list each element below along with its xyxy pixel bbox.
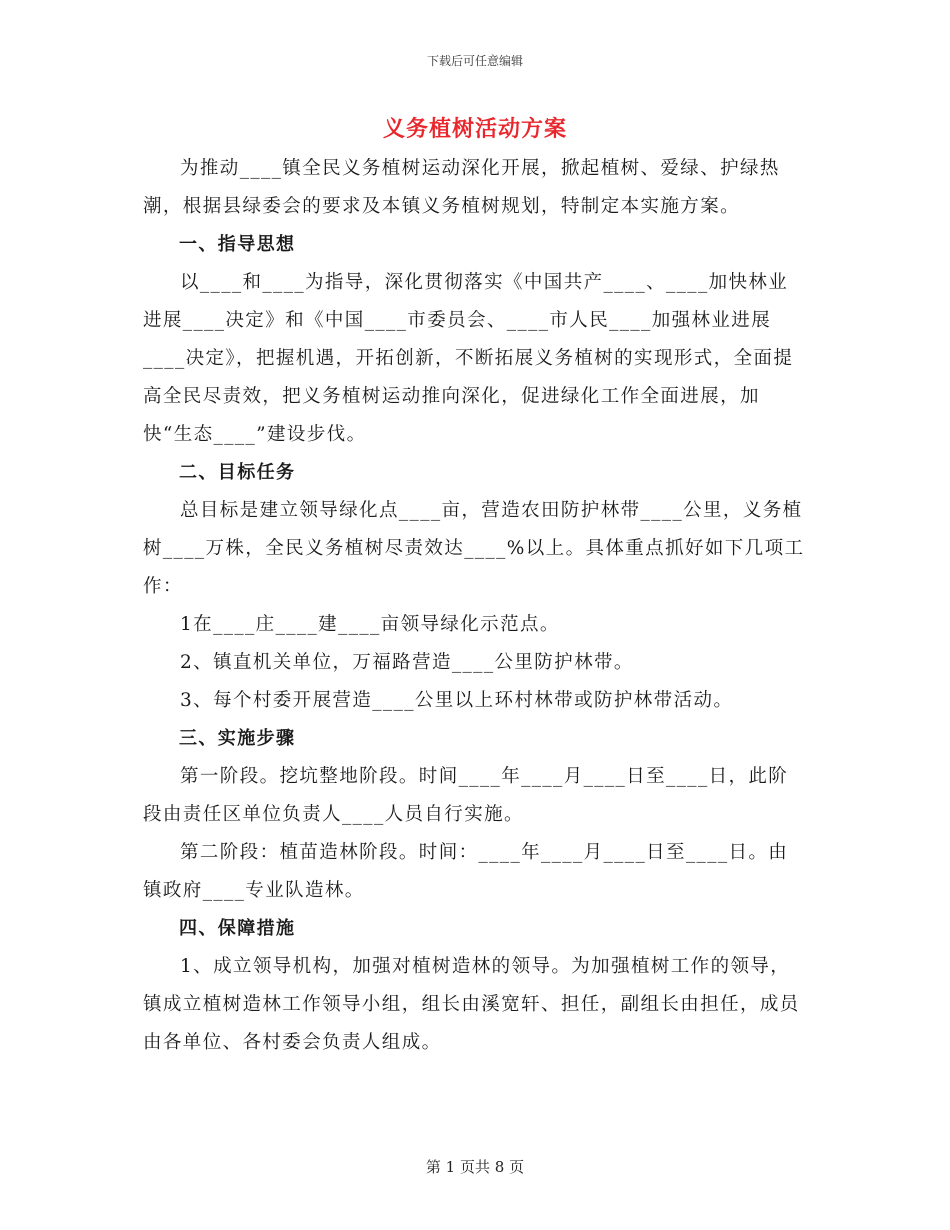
paragraph: 为推动____镇全民义务植树运动深化开展，掀起植树、爱绿、护绿热潮，根据县绿委会的要求及本镇义务植树规划，特制定本实施方案。 [143, 158, 780, 217]
section-heading: 三、实施步骤 [179, 728, 296, 749]
paragraph: 第二阶段：植苗造林阶段。时间：____年____月____日至____日。由镇政府____专业队造林。 [143, 842, 789, 901]
paragraph: 总目标是建立领导绿化点____亩，营造农田防护林带____公里，义务植树____万株，全民义务植树尽责效达____%以上。具体重点抓好如下几项工作： [143, 500, 805, 597]
section-heading: 一、指导思想 [179, 234, 296, 255]
page-header: 下载后可任意编辑 [426, 54, 523, 68]
page-footer: 第 1 页共 8 页 [425, 1158, 525, 1176]
section-heading: 二、目标任务 [179, 462, 296, 483]
document-title: 义务植树活动方案 [382, 116, 567, 142]
document-body [143, 150, 807, 1062]
paragraph: 以____和____为指导，深化贯彻落实《中国共产____、____加快林业进展____决定》和《中国____市委员会、____市人民____加强林业进展____决定》，把握机遇，开拓创新，不断拓展义务植树的实现形式，全面提高全民尽责效，把义务植树运动推向深化，促进绿化工作全面进展，加快“生态____”建设步伐。 [143, 272, 794, 445]
paragraph: 2、镇直机关单位，万福路营造____公里防护林带。 [180, 652, 634, 673]
paragraph: 3、每个村委开展营造____公里以上环村林带或防护林带活动。 [180, 690, 734, 711]
section-heading: 四、保障措施 [179, 918, 296, 939]
paragraph: 1、成立领导机构，加强对植树造林的领导。为加强植树工作的领导，镇成立植树造林工作领导小组，组长由溪宽轩、担任，副组长由担任，成员由各单位、各村委会负责人组成。 [143, 956, 800, 1053]
paragraph: 1在____庄____建____亩领导绿化示范点。 [180, 614, 560, 635]
paragraph: 第一阶段。挖坑整地阶段。时间____年____月____日至____日，此阶段由责任区单位负责人____人员自行实施。 [143, 766, 789, 825]
